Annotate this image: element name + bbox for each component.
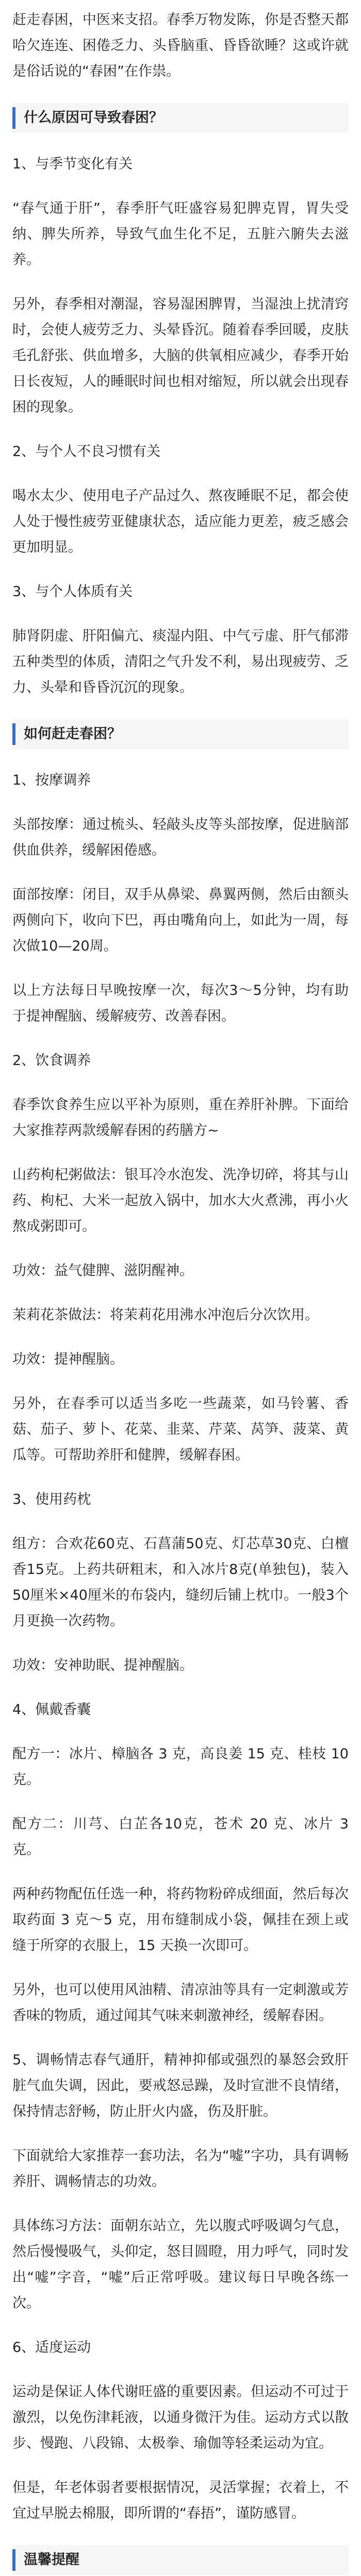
paragraph: 赶走春困，中医来支招。春季万物发陈，你是否整天都哈欠连连、困倦乏力、头昏脑重、昏昏欲睡？这或许就是俗话说的“春困”在作祟。 [12,12,349,79]
paragraph: 面部按摩：闭目，双手从鼻梁、鼻翼两侧，然后由额头两侧向下，收向下巴，再由嘴角向上，如此为一周，每次做10—20周。 [12,887,349,954]
subheading: 6、适度运动 [12,2340,91,2355]
paragraph: 具体练习方法：面朝东站立，先以腹式呼吸调匀气息，然后慢慢吸气，头仰定，怒目圆瞪，用力呼气，同时发出“嘘”字音，“嘘”后正常呼吸。建议每日早晚各练一次。 [12,2218,349,2311]
paragraph: 喝水太少、使用电子产品过久、熬夜睡眠不足，都会使人处于慢性疲劳亚健康状态，适应能力更差，疲乏感会更加明显。 [12,488,349,555]
subheading: 3、与个人体质有关 [12,584,133,600]
subheading: 4、佩戴香囊 [12,1702,91,1718]
paragraph: 5、调畅情志春气通肝，精神抑郁或强烈的暴怒会致肝脏气血失调，因此，要戒怒忌躁，及时宣泄不良情绪，保持情志舒畅，防止肝火内盛，伤及肝脏。 [12,2052,349,2120]
paragraph: 功效：安神助眠、提神醒脑。 [12,1657,193,1673]
paragraph: 头部按摩：通过梳头、轻敲头皮等头部按摩，促进脑部供血供养，缓解困倦感。 [12,817,349,858]
paragraph: “春气通于肝”，春季肝气旺盛容易犯脾克胃，胃失受纳、脾失所养，导致气血生化不足，五脏六腑失去滋养。 [12,200,349,268]
section-heading: 温馨提醒 [12,2545,349,2575]
paragraph: 功效：提神醒脑。 [12,1351,124,1367]
paragraph: 另外，在春季可以适当多吃一些蔬菜，如马铃薯、香菇、茄子、萝卜、花菜、韭菜、芹菜、莴笋、菠菜、黄瓜等。可帮助养肝和健脾，缓解春困。 [12,1396,349,1463]
subheading: 1、与季节变化有关 [12,156,133,172]
paragraph: 配方一：冰片、樟脑各 3 克，高良姜 15 克、桂枝 10 克。 [12,1746,349,1788]
paragraph: 山药枸杞粥做法：银耳冷水泡发、洗净切碎，将其与山药、枸杞、大米一起放入锅中，加水大火煮沸，再小火熬成粥即可。 [12,1167,349,1234]
subheading: 1、按摩调养 [12,772,91,788]
section-heading: 什么原因可导致春困？ [12,103,349,133]
paragraph: 茉莉花茶做法：将茉莉花用沸水冲泡后分次饮用。 [12,1307,319,1323]
paragraph: 组方：合欢花60克、石菖蒲50克、灯芯草30克、白檀香15克。上药共研粗末，和入冰片8克(单独包)，装入50厘米×40厘米的布袋内，缝纫后铺上枕巾。一般3个月更换一次药物。 [12,1536,349,1629]
paragraph: 运动是保证人体代谢旺盛的重要因素。但运动不可过于激烈，以免伤津耗液，以通身微汗为佳。运动方式以散步、慢跑、八段锦、太极拳、瑜伽等轻柔运动为宜。 [12,2384,349,2451]
paragraph: 肺肾阴虚、肝阳偏亢、痰湿内阻、中气亏虚、肝气郁滞五种类型的体质，清阳之气升发不利，易出现疲劳、乏力、头晕和昏昏沉沉的现象。 [12,628,349,696]
paragraph: 功效：益气健脾、滋阴醒神。 [12,1263,193,1279]
paragraph: 另外，春季相对潮湿，容易湿困脾胃，当湿浊上扰清窍时，会使人疲劳乏力、头晕昏沉。随着春季回暖，皮肤毛孔舒张、供血增多，大脑的供氧相应减少，春季开始日长夜短，人的睡眠时间也相对缩短，所以就会出现春困的现象。 [12,296,349,415]
section-heading: 如何赶走春困？ [12,719,349,749]
subheading: 2、与个人不良习惯有关 [12,444,161,460]
paragraph: 另外，也可以使用风油精、清凉油等具有一定刺激或芳香味的物质，通过闻其气味来刺激神经，缓解春困。 [12,1982,349,2024]
paragraph: 但是，年老体弱者要根据情况，灵活掌握；衣着上，不宜过早脱去棉服，即所谓的“春捂”，谨防感冒。 [12,2480,349,2521]
paragraph: 两种药物配伍任选一种，将药物粉碎成细面，然后每次取药面 3 克～5 克，用布缝制成小袋，佩挂在颈上或缝于所穿的衣服上，15 天换一次即可。 [12,1886,349,1954]
subheading: 3、使用药枕 [12,1492,91,1507]
subheading: 2、饮食调养 [12,1053,91,1069]
paragraph: 下面就给大家推荐一套功法，名为“嘘”字功，具有调畅养肝、调畅情志的功效。 [12,2148,349,2190]
paragraph: 配方二：川芎、白芷各10克，苍术 20 克、冰片 3 克。 [12,1816,349,1858]
paragraph: 以上方法每日早晚按摩一次，每次3～5分钟，均有助于提神醒脑、缓解疲劳、改善春困。 [12,982,349,1024]
paragraph: 春季饮食养生应以平补为原则，重在养肝补脾。下面给大家推荐两款缓解春困的药膳方~ [12,1097,349,1139]
